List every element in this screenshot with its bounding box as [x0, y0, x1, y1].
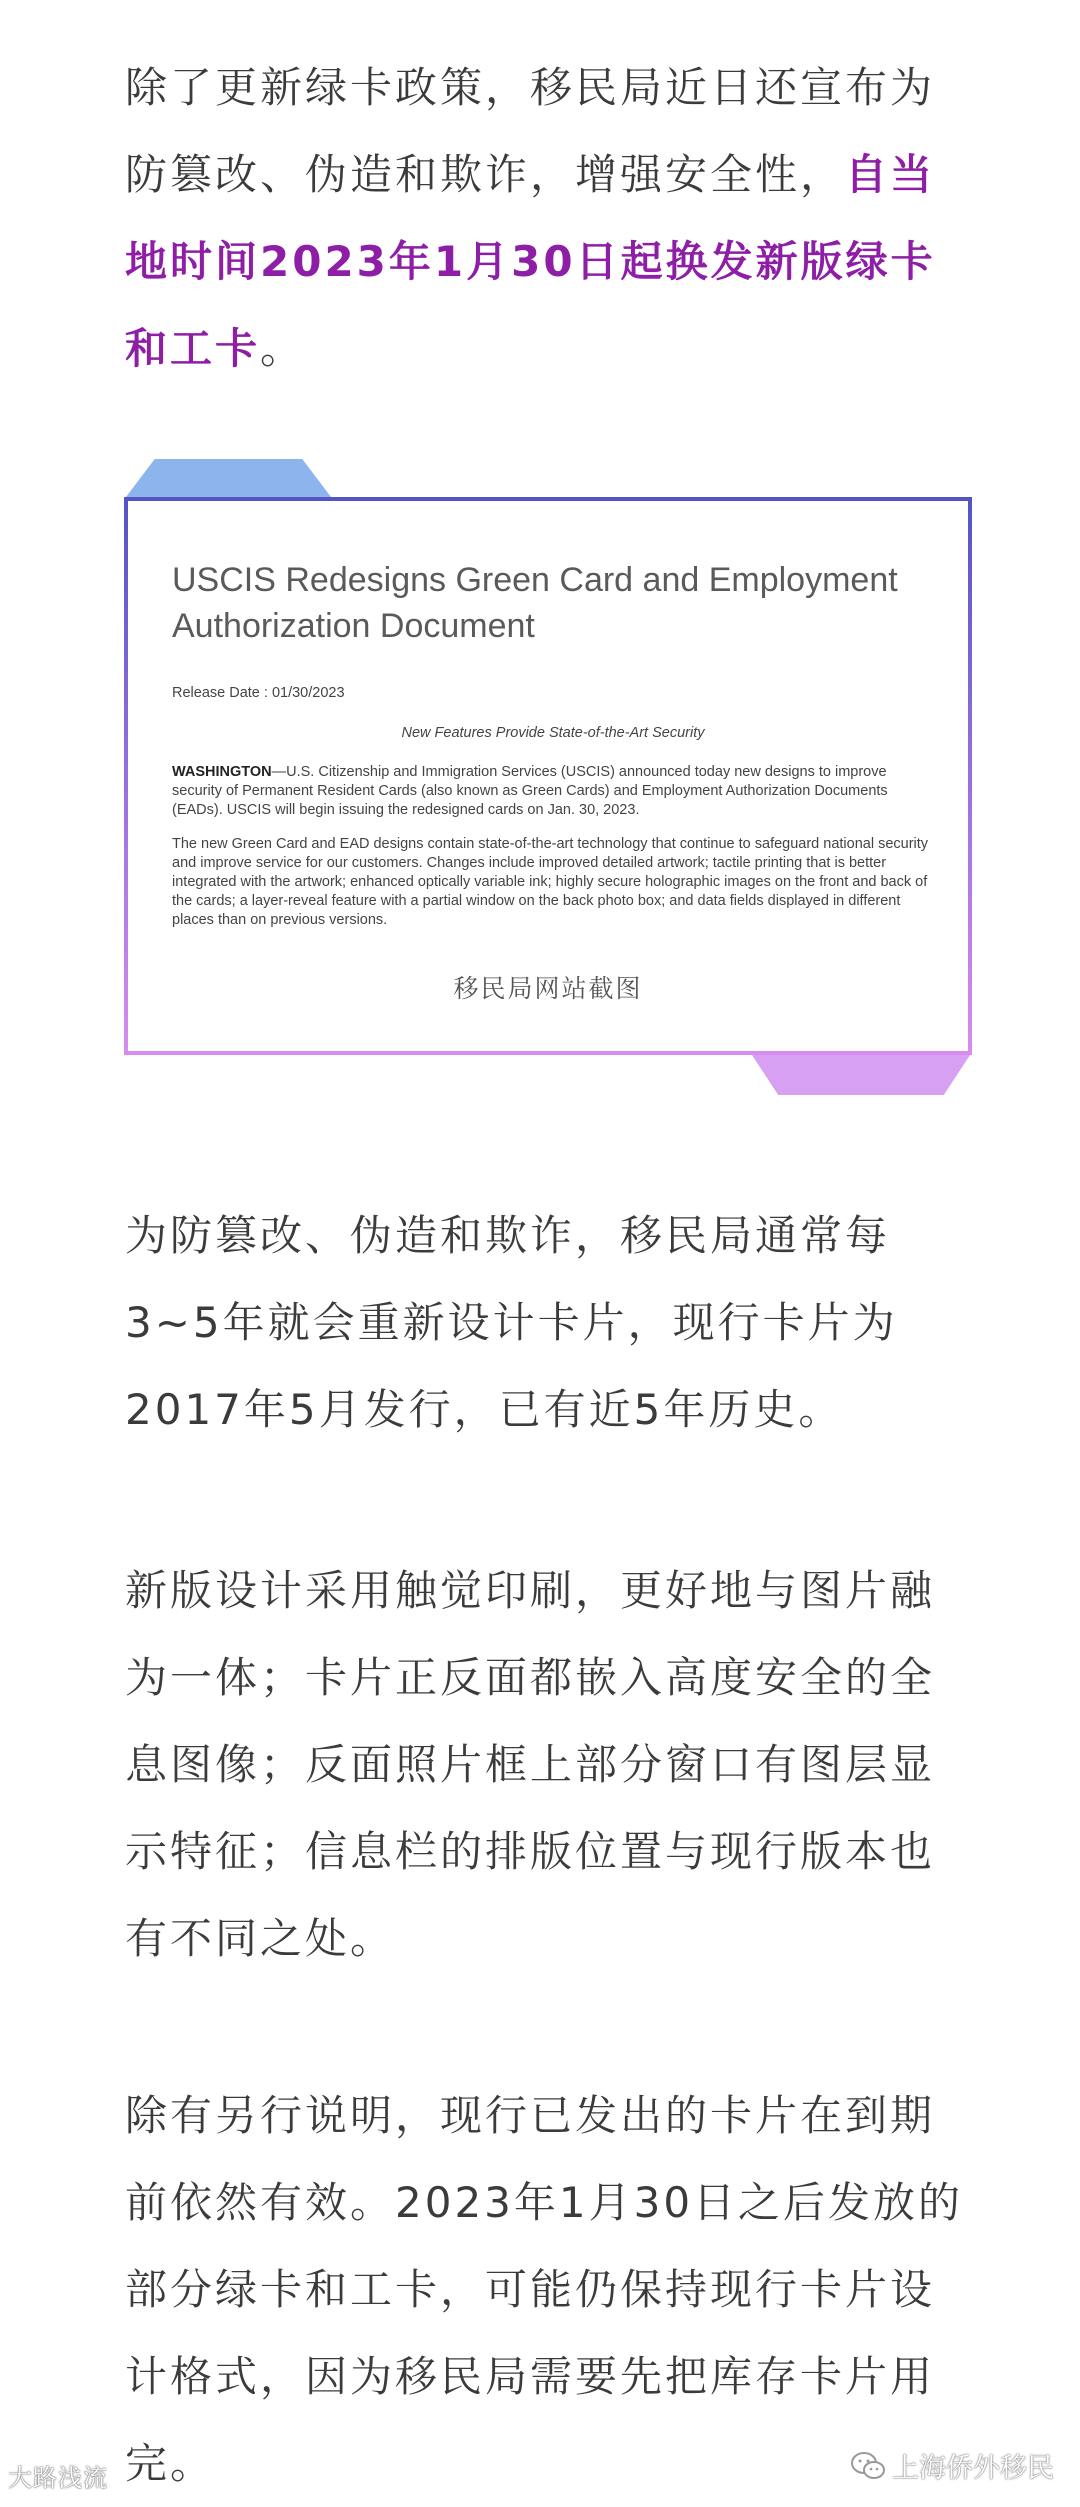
screenshot-title: USCIS Redesigns Green Card and Employment Authorization Document: [172, 561, 898, 645]
wechat-icon: [850, 2451, 886, 2481]
frame-tab-top: [126, 459, 331, 497]
paragraph-3: 新版设计采用触觉印刷，更好地与图片融为一体；卡片正反面都嵌入高度安全的全息图像；反面照片框上部分窗口有图层显示特征；信息栏的排版位置与现行版本也有不同之处。: [125, 1566, 936, 1963]
watermark-left-text: 大路浅流: [8, 2464, 108, 2492]
watermark-right-text: 上海侨外移民: [892, 2453, 1054, 2484]
screenshot-caption: 移民局网站截图: [453, 974, 643, 1003]
intro-highlight: 自当地时间2023年1月30日起换发新版绿卡和工卡: [125, 150, 936, 373]
release-date: Release Date : 01/30/2023: [172, 685, 345, 701]
watermark-left: [8, 2458, 108, 2493]
dateline: WASHINGTON: [172, 764, 272, 780]
frame-tab-bottom: [752, 1055, 970, 1095]
screenshot-paragraph-1-text: —U.S. Citizenship and Immigration Services (USCIS) announced today new designs to improve security of Permanent Resident Cards (also known as Green Cards) and Employment Authorization Documents (EADs). USCIS will begin issuing the redesigned cards on Jan. 30, 2023.: [172, 764, 888, 818]
intro-paragraph: [125, 44, 965, 392]
intro-end: 。: [260, 324, 306, 373]
watermark-right: [850, 2446, 1054, 2485]
paragraph-2: 为防篡改、伪造和欺诈，移民局通常每3~5年就会重新设计卡片，现行卡片为2017年5月发行，已有近5年历史。: [125, 1211, 898, 1434]
screenshot-tagline: New Features Provide State-of-the-Art Security: [401, 725, 705, 741]
screenshot-frame: [124, 497, 972, 1055]
paragraph-4: 除有另行说明，现行已发出的卡片在到期前依然有效。2023年1月30日之后发放的部分绿卡和工卡，可能仍保持现行卡片设计格式，因为移民局需要先把库存卡片用完。: [125, 2091, 964, 2488]
screenshot-paragraph-2: The new Green Card and EAD designs contain state-of-the-art technology that continue to safeguard national security and improve service for our customers. Changes include improved detailed artwork; tactile printing that is better integrated with the artwork; enhanced optically variable ink; highly secure holographic images on the front and back of the cards; a layer-reveal feature with a partial window on the back photo box; and data fields displayed in different places than on previous versions.: [172, 836, 929, 928]
intro-text: 除了更新绿卡政策，移民局近日还宣布为防篡改、伪造和欺诈，增强安全性，: [125, 63, 936, 199]
screenshot-paragraph-1: [172, 763, 938, 820]
